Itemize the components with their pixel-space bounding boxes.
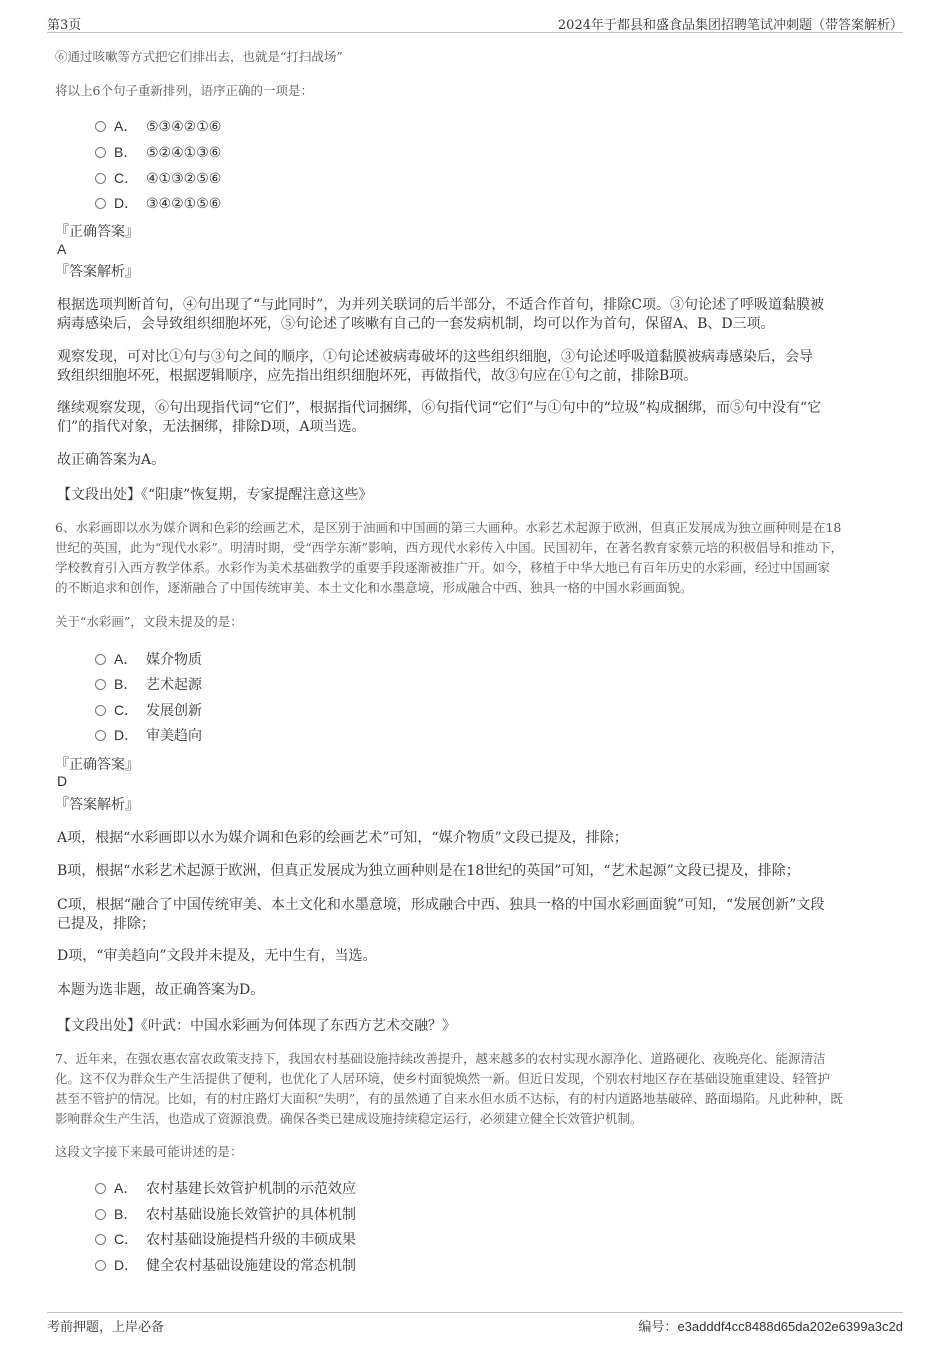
q5-sentence-6: ⑥通过咳嗽等方式把它们排出去，也就是“打扫战场” — [55, 49, 343, 64]
q5-analysis-para-3: 继续观察发现，⑥句出现指代词“它们”，根据指代词捆绑，⑥句指代词“它们”与①句中的“垃圾”构成捆绑，而⑤句中没有“它 们”的指代对象，无法捆绑，排除D项，A项当选。 — [57, 400, 822, 435]
q7-option-c[interactable]: C． 农村基础设施提档升级的丰硕成果 — [95, 1227, 356, 1251]
footer-slogan: 考前押题，上岸必备 — [47, 1320, 165, 1335]
radio-icon[interactable] — [95, 679, 106, 690]
q6-option-d[interactable]: D． 审美趋向 — [95, 723, 202, 747]
page-header — [47, 12, 903, 33]
q5-analysis-para-1: 根据选项判断首句，④句出现了“与此同时”，为并列关联词的后半部分，不适合作首句，排除C项。③句论述了呼吸道黏膜被 病毒感染后，会导致组织细胞坏死，⑤句论述了咳嗽有自己的一套发病机制，均可以作为首句，保留A、B、D三项。 — [57, 297, 825, 332]
q6-option-b[interactable]: B． 艺术起源 — [95, 672, 202, 696]
radio-icon[interactable] — [95, 705, 106, 716]
q5-option-c[interactable]: C． ④①③②⑤⑥ — [95, 166, 221, 190]
q5-answer-label: 『正确答案』 — [55, 224, 139, 240]
q6-analysis-label: 『答案解析』 — [55, 797, 139, 813]
q6-answer: D — [57, 773, 68, 789]
radio-icon[interactable] — [95, 730, 106, 741]
q7-passage: 7、近年来，在强农惠农富农政策支持下，我国农村基础设施持续改善提升，越来越多的农村实现水源净化、道路硬化、夜晚亮化、能源清洁 化。这不仅为群众生产生活提供了便利，也优化了人居环境，使乡村面貌焕然一新。但近日发现，个别农村地区存在基础设施重建设、轻管护 甚至不管护的情况。比如，有的村庄路灯大面积“失明”，有的虽然通了自来水但水质不达标，有的村内道路地基破碎、路面塌陷。凡此种种，既 影响群众生产生活，也造成了资源浪费。确保各类已建成设施持续稳定运行，必须建立健全长效管护机制。 — [55, 1051, 843, 1126]
radio-icon[interactable] — [95, 147, 106, 158]
radio-icon[interactable] — [95, 173, 106, 184]
q7-option-d[interactable]: D． 健全农村基础设施建设的常态机制 — [95, 1253, 356, 1277]
q6-analysis-c: C项，根据“融合了中国传统审美、本土文化和水墨意境，形成融合中西、独具一格的中国水彩画面貌”可知，“发展创新”文段 已提及，排除； — [57, 897, 825, 932]
q7-option-a[interactable]: A． 农村基建长效管护机制的示范效应 — [95, 1176, 356, 1200]
q6-passage: 6、水彩画即以水为媒介调和色彩的绘画艺术，是区别于油画和中国画的第三大画种。水彩艺术起源于欧洲，但真正发展成为独立画种则是在18 世纪的英国，此为“现代水彩”。明清时期，受“西学东渐”影响，西方现代水彩传入中国。民国初年，在著名教育家蔡元培的积极倡导和推动下， 学校教育引入西方教学体系。水彩作为美术基础教学的重要手段逐渐被推广开。如今，移植于中华大地已有百年历史的水彩画，经过中国画家 的不断追求和创作，逐渐融合了中国传统审美、本土文化和水墨意境，形成融合中西、独具一格的中国水彩画面貌。 — [55, 520, 844, 595]
q7-prompt: 这段文字接下来最可能讲述的是： — [55, 1144, 243, 1159]
q6-analysis-a: A项，根据“水彩画即以水为媒介调和色彩的绘画艺术”可知，“媒介物质”文段已提及，排除； — [57, 830, 628, 846]
q5-option-b[interactable]: B． ⑤②④①③⑥ — [95, 140, 221, 164]
document-code: 编号：e3adddf4cc8488d65da202e6399a3c2d — [638, 1319, 903, 1335]
q6-answer-label: 『正确答案』 — [55, 757, 139, 773]
radio-icon[interactable] — [95, 1260, 106, 1271]
radio-icon[interactable] — [95, 654, 106, 665]
radio-icon[interactable] — [95, 1234, 106, 1245]
q5-option-a[interactable]: A． ⑤③④②①⑥ — [95, 114, 221, 138]
q6-option-a[interactable]: A． 媒介物质 — [95, 647, 202, 671]
q6-analysis-b: B项，根据“水彩艺术起源于欧洲，但真正发展成为独立画种则是在18世纪的英国”可知，“艺术起源”文段已提及，排除； — [57, 863, 800, 879]
radio-icon[interactable] — [95, 198, 106, 209]
code-value: e3adddf4cc8488d65da202e6399a3c2d — [677, 1319, 903, 1334]
q6-option-c[interactable]: C． 发展创新 — [95, 698, 202, 722]
q6-prompt: 关于“水彩画”，文段未提及的是： — [55, 614, 243, 629]
page-number: 第3页 — [47, 18, 82, 33]
q5-source: 【文段出处】《“阳康”恢复期，专家提醒注意这些》 — [57, 487, 373, 503]
q7-option-b[interactable]: B． 农村基础设施长效管护的具体机制 — [95, 1202, 356, 1226]
q6-analysis-d: D项，“审美趋向”文段并未提及，无中生有，当选。 — [57, 948, 377, 964]
q6-analysis-conclusion: 本题为选非题，故正确答案为D。 — [57, 982, 265, 998]
document-title: 2024年于都县和盛食品集团招聘笔试冲刺题（带答案解析） — [557, 18, 903, 33]
q5-analysis-label: 『答案解析』 — [55, 264, 139, 280]
radio-icon[interactable] — [95, 1209, 106, 1220]
q5-answer: A — [57, 241, 67, 257]
q5-analysis-conclusion: 故正确答案为A。 — [57, 452, 166, 468]
radio-icon[interactable] — [95, 121, 106, 132]
q5-analysis-para-2: 观察发现，可对比①句与③句之间的顺序，①句论述被病毒破坏的这些组织细胞，③句论述呼吸道黏膜被病毒感染后，会导 致组织细胞坏死，根据逻辑顺序，应先指出组织细胞坏死，再做指代，故③句应在①句之前，排除B项。 — [57, 349, 813, 384]
q5-prompt: 将以上6个句子重新排列，语序正确的一项是： — [55, 83, 313, 98]
page-footer — [47, 1312, 903, 1335]
q6-source: 【文段出处】《叶武：中国水彩画为何体现了东西方艺术交融？》 — [57, 1018, 456, 1034]
q5-option-d[interactable]: D． ③④②①⑤⑥ — [95, 191, 221, 215]
radio-icon[interactable] — [95, 1183, 106, 1194]
